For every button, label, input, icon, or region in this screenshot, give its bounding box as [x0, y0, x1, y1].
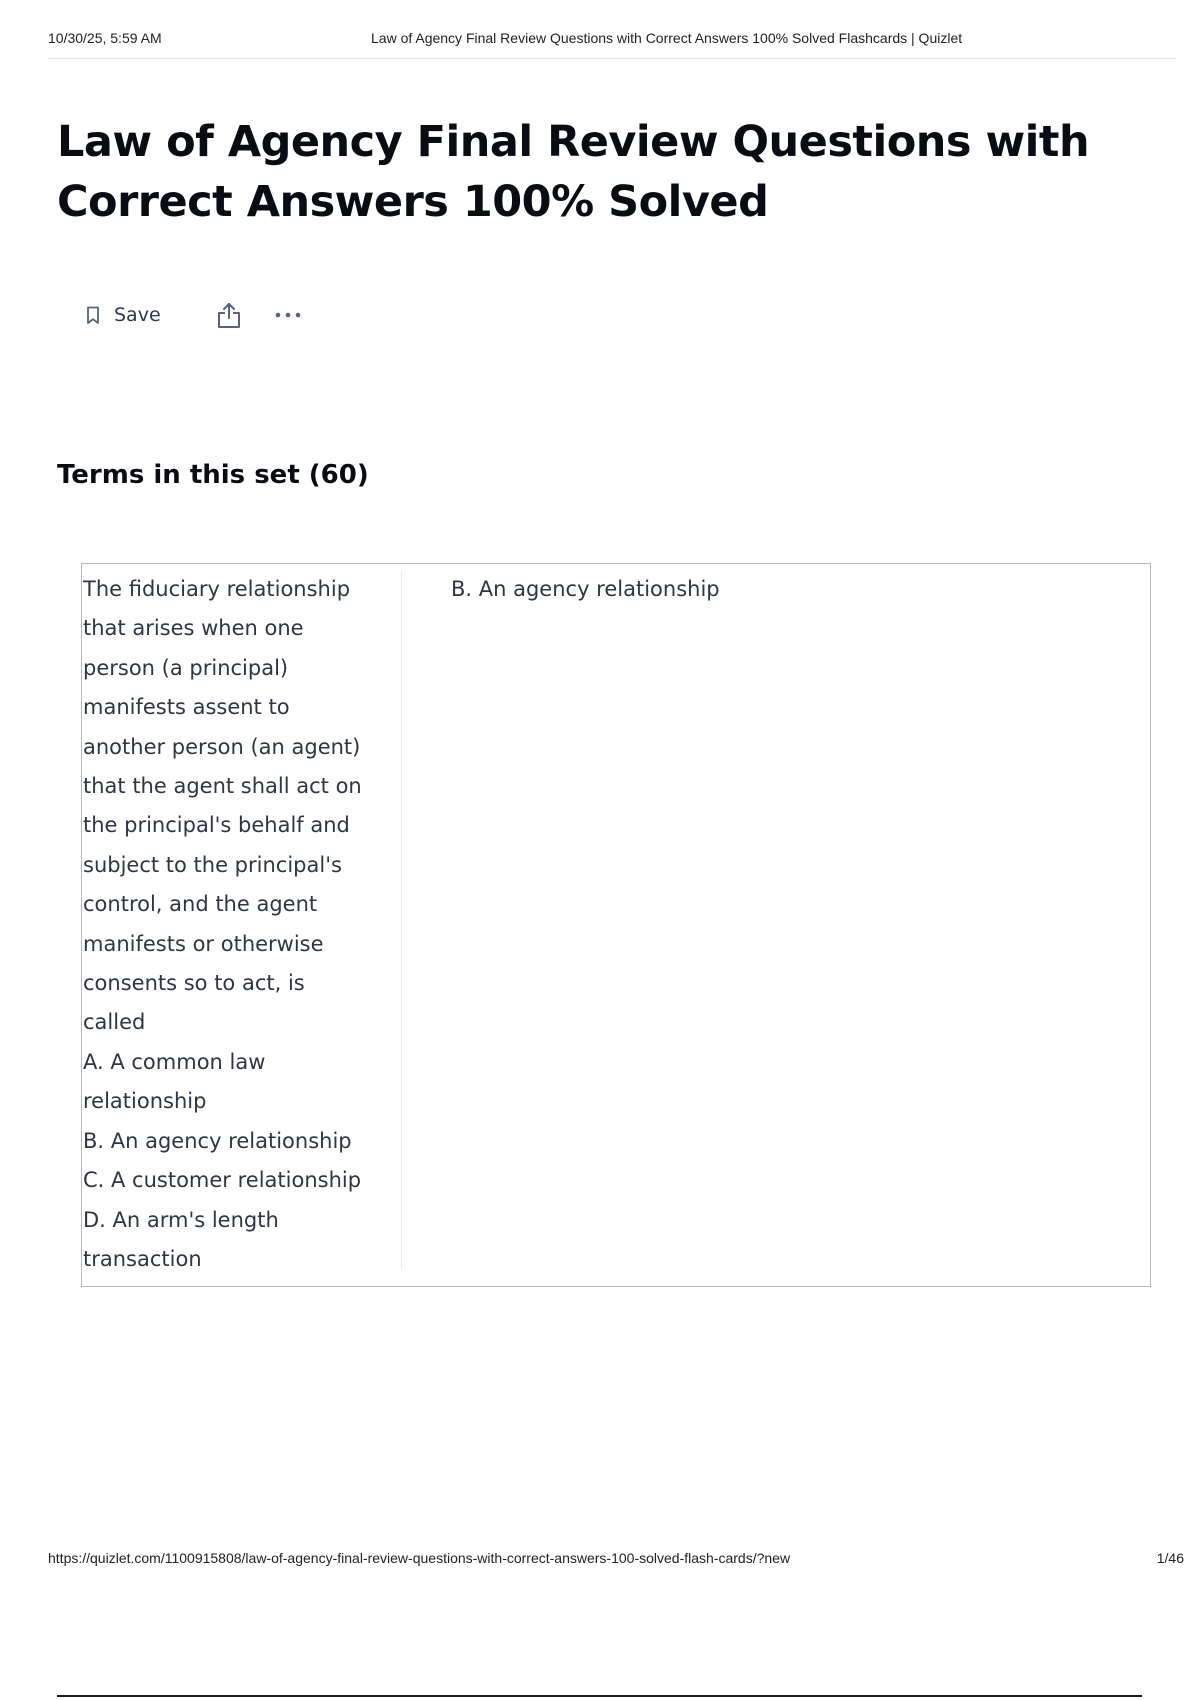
save-button[interactable] [86, 304, 161, 326]
set-toolbar [86, 298, 302, 332]
term-text: The fiduciary relationship that arises when one person (a principal) manifests assent to another person (an agent) that the agent shall act on the principal's behalf and subject to the principal's control, and the agent manifests or otherwise consents so to act, is called A. A common law relationship B. An agency relationship C. A customer relationship D. An arm's length transaction [83, 570, 402, 1270]
print-document-title: Law of Agency Final Review Questions with Correct Answers 100% Solved Flashcards | Quizlet [371, 30, 963, 46]
print-datetime: 10/30/25, 5:59 AM [48, 30, 162, 46]
term-card [81, 563, 1151, 1287]
share-button[interactable] [216, 301, 242, 329]
save-button-label: Save [114, 304, 161, 326]
bookmark-icon [86, 306, 100, 325]
terms-section-heading: Terms in this set (60) [57, 460, 369, 490]
share-icon [216, 301, 242, 329]
definition-text: B. An agency relationship [451, 577, 720, 601]
print-page-number: 1/46 [1156, 1550, 1184, 1566]
page-title: Law of Agency Final Review Questions with Correct Answers 100% Solved [57, 117, 1090, 227]
print-header [48, 30, 1176, 59]
print-page-url: https://quizlet.com/1100915808/law-of-agency-final-review-questions-with-correct-answers-100-solved-flash-cards/?new [48, 1550, 791, 1566]
more-options-button[interactable] [274, 311, 302, 319]
page-bottom-divider [57, 1695, 1142, 1697]
more-options-icon [274, 311, 302, 319]
